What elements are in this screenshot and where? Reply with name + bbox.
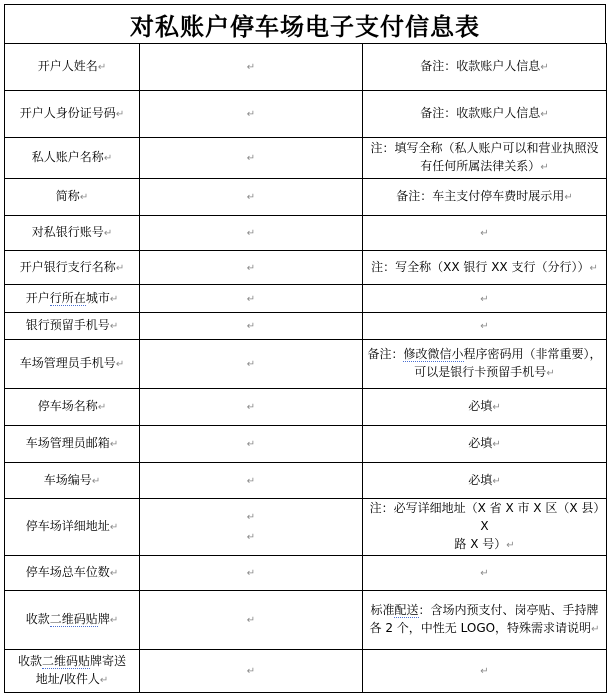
field-label: 银行预留手机号↵	[5, 313, 140, 340]
field-note: ↵	[363, 313, 607, 340]
table-row	[5, 556, 607, 591]
field-label: 开户银行支行名称↵	[5, 251, 140, 285]
field-label: 车场管理员邮箱↵	[5, 426, 140, 463]
table-row	[5, 650, 607, 693]
field-label: 停车场名称↵	[5, 389, 140, 426]
field-value-cell[interactable]: ↵	[140, 426, 363, 463]
field-label: 对私银行账号↵	[5, 216, 140, 251]
field-value-cell[interactable]: ↵	[140, 91, 363, 138]
field-note: 备注：车主支付停车费时展示用↵	[363, 179, 607, 216]
field-note: ↵	[363, 556, 607, 591]
field-label: 开户人身份证号码↵	[5, 91, 140, 138]
field-label: 收款二维码贴牌↵	[5, 591, 140, 650]
field-note: 标准配送：含场内预支付、岗亭贴、手持牌 各 2 个，中性无 LOGO，特殊需求请说明↵	[363, 591, 607, 650]
field-label: 开户行所在城市↵	[5, 285, 140, 313]
table-row	[5, 251, 607, 285]
field-note: 必填↵	[363, 426, 607, 463]
field-note: ↵	[363, 650, 607, 693]
field-value-cell[interactable]: ↵ ↵	[140, 499, 363, 556]
field-note: 备注：收款账户人信息↵	[363, 44, 607, 91]
table-row	[5, 499, 607, 556]
field-note: ↵	[363, 216, 607, 251]
field-value-cell[interactable]: ↵	[140, 44, 363, 91]
form-title: 对私账户停车场电子支付信息表	[4, 4, 606, 44]
field-note: ↵	[363, 285, 607, 313]
field-value-cell[interactable]: ↵	[140, 389, 363, 426]
field-label: 开户人姓名↵	[5, 44, 140, 91]
field-value-cell[interactable]: ↵	[140, 138, 363, 179]
field-label: 停车场总车位数↵	[5, 556, 140, 591]
table-row	[5, 426, 607, 463]
field-value-cell[interactable]: ↵	[140, 251, 363, 285]
table-row	[5, 591, 607, 650]
table-row	[5, 216, 607, 251]
field-note: 备注：收款账户人信息↵	[363, 91, 607, 138]
info-table	[4, 43, 607, 693]
field-value-cell[interactable]: ↵	[140, 285, 363, 313]
table-row	[5, 340, 607, 389]
field-note: 注：写全称（XX 银行 XX 支行（分行））↵	[363, 251, 607, 285]
field-value-cell[interactable]: ↵	[140, 556, 363, 591]
field-label: 简称↵	[5, 179, 140, 216]
field-value-cell[interactable]: ↵	[140, 179, 363, 216]
field-label: 收款二维码贴牌寄送 地址/收件人↵	[5, 650, 140, 693]
field-value-cell[interactable]: ↵	[140, 463, 363, 499]
field-value-cell[interactable]: ↵	[140, 340, 363, 389]
field-value-cell[interactable]: ↵	[140, 313, 363, 340]
field-note: 备注：修改微信小程序密码用（非常重要）， 可以是银行卡预留手机号↵	[363, 340, 607, 389]
field-note: 注：必写详细地址（X 省 X 市 X 区（X 县）X 路 X 号）↵	[363, 499, 607, 556]
table-row	[5, 389, 607, 426]
field-value-cell[interactable]: ↵	[140, 650, 363, 693]
field-label: 车场管理员手机号↵	[5, 340, 140, 389]
field-note: 注：填写全称（私人账户可以和营业执照没 有任何所属法律关系）↵	[363, 138, 607, 179]
table-row	[5, 285, 607, 313]
field-note: 必填↵	[363, 463, 607, 499]
field-label: 私人账户名称↵	[5, 138, 140, 179]
field-label: 停车场详细地址↵	[5, 499, 140, 556]
table-row	[5, 44, 607, 91]
field-value-cell[interactable]: ↵	[140, 216, 363, 251]
table-row	[5, 179, 607, 216]
field-note: 必填↵	[363, 389, 607, 426]
table-row	[5, 138, 607, 179]
field-label: 车场编号↵	[5, 463, 140, 499]
table-row	[5, 463, 607, 499]
field-value-cell[interactable]: ↵	[140, 591, 363, 650]
table-row	[5, 91, 607, 138]
table-row	[5, 313, 607, 340]
